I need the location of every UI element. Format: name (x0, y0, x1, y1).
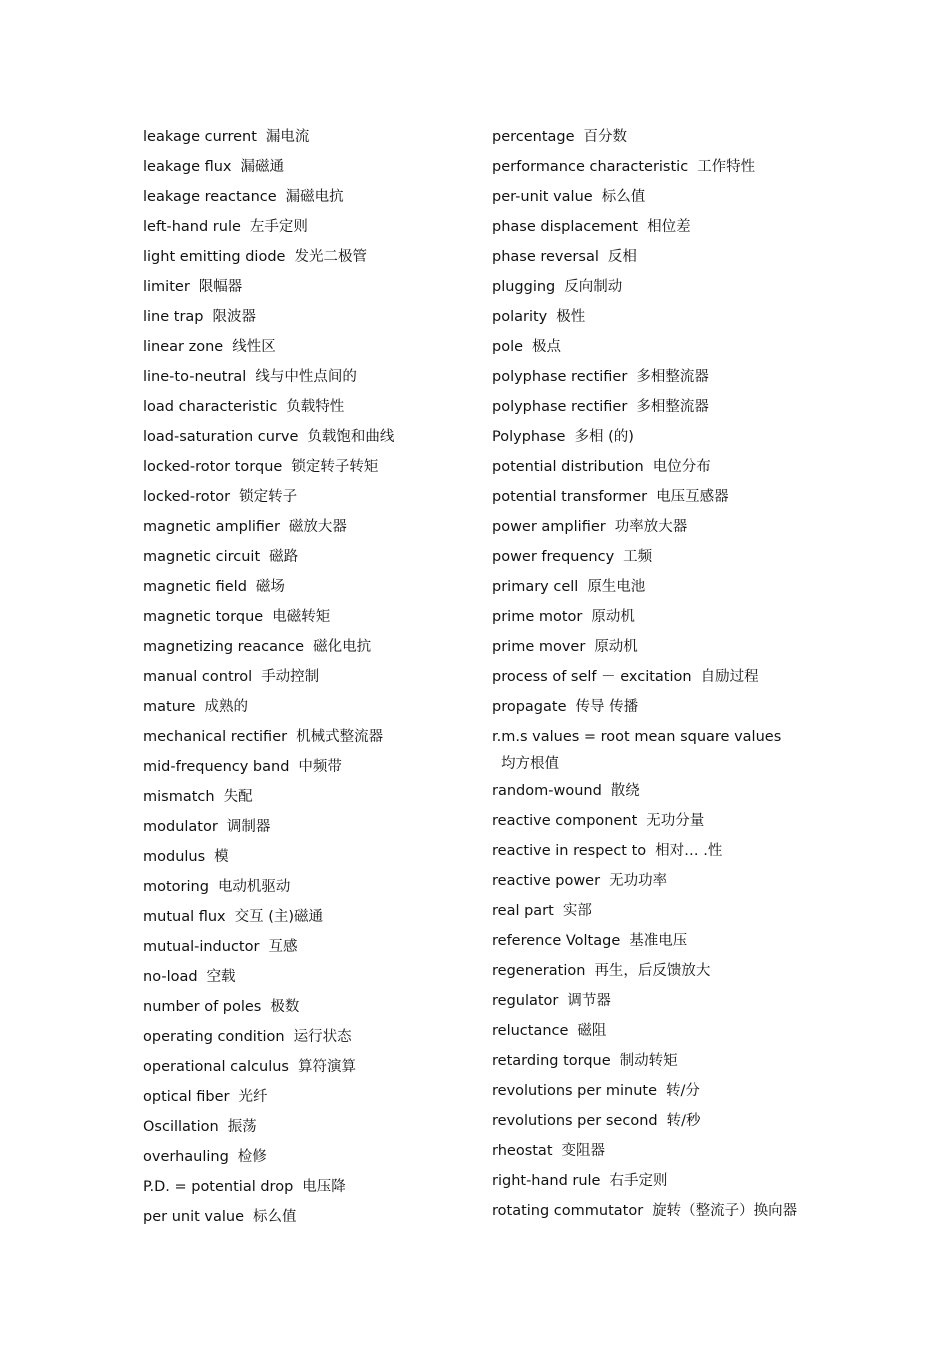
term-english: potential distribution (492, 459, 644, 475)
term-english: leakage current (143, 129, 257, 145)
term-chinese: 发光二极管 (294, 249, 367, 265)
glossary-entry (492, 838, 802, 868)
glossary-entry (492, 928, 802, 958)
term-chinese: 磁放大器 (288, 519, 347, 535)
term-english: magnetic torque (143, 609, 264, 625)
term-chinese: 均方根值 (501, 756, 559, 772)
glossary-entry (143, 694, 473, 724)
term-english: mature (143, 699, 196, 715)
term-english: r.m.s values = root mean square values (492, 729, 782, 745)
term-chinese: 负载饱和曲线 (307, 429, 395, 445)
glossary-entry (143, 364, 473, 394)
term-english: modulus (143, 849, 206, 865)
term-english: phase reversal (492, 249, 599, 265)
term-chinese: 左手定则 (249, 219, 308, 235)
term-english: phase displacement (492, 219, 639, 235)
glossary-entry (143, 814, 473, 844)
term-chinese: 原生电池 (587, 579, 646, 595)
term-english: real part (492, 903, 554, 919)
glossary-entry (143, 934, 473, 964)
term-english: potential transformer (492, 489, 648, 505)
term-english: P.D. = potential drop (143, 1179, 294, 1195)
glossary-entry (492, 1138, 802, 1168)
glossary-entry (492, 1168, 802, 1198)
term-chinese: 旋转（整流子）换向器 (652, 1203, 798, 1219)
term-english: propagate (492, 699, 567, 715)
glossary-entry (492, 1018, 802, 1048)
term-chinese: 相位差 (647, 219, 691, 235)
glossary-entry (492, 988, 802, 1018)
term-chinese: 实部 (562, 903, 592, 919)
term-english: regulator (492, 993, 559, 1009)
term-english: light emitting diode (143, 249, 286, 265)
term-chinese: 限幅器 (198, 279, 243, 295)
term-english: Polyphase (492, 429, 566, 445)
glossary-entry (143, 394, 473, 424)
term-chinese: 失配 (223, 789, 253, 805)
term-chinese: 原动机 (594, 639, 638, 655)
term-english: reactive power (492, 873, 601, 889)
glossary-entry (492, 484, 802, 514)
glossary-entry (492, 1048, 802, 1078)
term-chinese: 漏磁电抗 (285, 189, 344, 205)
term-chinese: 电磁转矩 (272, 609, 331, 625)
term-chinese: 互感 (268, 939, 298, 955)
term-chinese: 多相整流器 (636, 369, 709, 385)
term-chinese: 反向制动 (564, 279, 623, 295)
term-chinese: 散绕 (610, 783, 640, 799)
glossary-entry (143, 154, 473, 184)
glossary-entry (143, 1084, 473, 1114)
term-chinese: 磁化电抗 (313, 639, 372, 655)
term-chinese: 百分数 (583, 129, 628, 145)
term-chinese: 算符演算 (297, 1059, 356, 1075)
term-english: limiter (143, 279, 190, 295)
term-chinese: 调制器 (226, 819, 271, 835)
glossary-entry (143, 1054, 473, 1084)
glossary-entry (492, 694, 802, 724)
glossary-entry (143, 784, 473, 814)
term-chinese: 线性区 (232, 339, 276, 355)
term-english: motoring (143, 879, 209, 895)
glossary-entry (143, 514, 473, 544)
glossary-entry (143, 214, 473, 244)
term-english: magnetic amplifier (143, 519, 280, 535)
glossary-entry (492, 184, 802, 214)
term-english: prime mover (492, 639, 586, 655)
term-chinese: 检修 (237, 1149, 267, 1165)
term-chinese: 自励过程 (700, 669, 759, 685)
term-english: line-to-neutral (143, 369, 247, 385)
glossary-entry (143, 1204, 473, 1234)
glossary-entry (143, 874, 473, 904)
term-english: random-wound (492, 783, 602, 799)
term-chinese: 再生，后反馈放大 (594, 963, 711, 979)
glossary-entry (492, 1078, 802, 1108)
glossary-entry (143, 604, 473, 634)
term-english: Oscillation (143, 1119, 219, 1135)
glossary-entry (492, 868, 802, 898)
term-chinese: 模 (214, 849, 229, 865)
glossary-entry (492, 898, 802, 928)
glossary-entry (492, 304, 802, 334)
term-chinese: 电压降 (302, 1179, 346, 1195)
term-english: revolutions per minute (492, 1083, 658, 1099)
term-english: reluctance (492, 1023, 569, 1039)
term-english: mechanical rectifier (143, 729, 288, 745)
glossary-entry (143, 334, 473, 364)
glossary-entry (143, 454, 473, 484)
glossary-entry (143, 994, 473, 1024)
term-english: operating condition (143, 1029, 285, 1045)
term-chinese: 无功分量 (646, 813, 705, 829)
term-chinese: 标么值 (253, 1209, 297, 1225)
glossary-entry (492, 334, 802, 364)
term-english: revolutions per second (492, 1113, 658, 1129)
glossary-entry (143, 124, 473, 154)
glossary-entry (492, 1198, 802, 1228)
glossary-entry (492, 958, 802, 988)
glossary-entry (492, 574, 802, 604)
term-chinese: 锁定转子 (239, 489, 298, 505)
term-chinese: 工频 (623, 549, 653, 565)
glossary-entry (143, 304, 473, 334)
term-english: left-hand rule (143, 219, 241, 235)
term-chinese: 多相整流器 (636, 399, 709, 415)
term-english: linear zone (143, 339, 224, 355)
glossary-entry (492, 1108, 802, 1138)
glossary-entry (143, 574, 473, 604)
term-english: magnetic circuit (143, 549, 261, 565)
term-english: mutual flux (143, 909, 226, 925)
term-chinese: 锁定转子转矩 (291, 459, 379, 475)
term-english: modulator (143, 819, 218, 835)
glossary-entry (492, 634, 802, 664)
term-english: no-load (143, 969, 198, 985)
glossary-entry (492, 214, 802, 244)
term-chinese: 线与中性点间的 (255, 369, 357, 385)
glossary-entry (492, 394, 802, 424)
term-chinese: 交互 (主)磁通 (234, 909, 324, 925)
glossary-entry (143, 1174, 473, 1204)
term-english: performance characteristic (492, 159, 689, 175)
term-chinese: 成熟的 (204, 699, 248, 715)
term-english: percentage (492, 129, 575, 145)
glossary-entry (143, 634, 473, 664)
term-chinese: 极性 (556, 309, 586, 325)
glossary-entry (143, 544, 473, 574)
glossary-entry (492, 724, 802, 778)
term-english: leakage reactance (143, 189, 277, 205)
term-english: magnetizing reacance (143, 639, 305, 655)
term-chinese: 标么值 (601, 189, 646, 205)
term-chinese: 调节器 (567, 993, 611, 1009)
glossary-entry (492, 154, 802, 184)
term-english: reactive component (492, 813, 638, 829)
glossary-entry (492, 664, 802, 694)
left-column (143, 124, 473, 1234)
term-english: reactive in respect to (492, 843, 647, 859)
term-english: line trap (143, 309, 204, 325)
term-english: load-saturation curve (143, 429, 299, 445)
term-english: prime motor (492, 609, 583, 625)
term-english: mutual-inductor (143, 939, 260, 955)
term-english: regeneration (492, 963, 586, 979)
term-english: operational calculus (143, 1059, 289, 1075)
glossary-entry (492, 454, 802, 484)
term-chinese: 漏电流 (265, 129, 310, 145)
glossary-entry (143, 664, 473, 694)
glossary-entry (492, 808, 802, 838)
term-english: mismatch (143, 789, 215, 805)
term-chinese: 振荡 (227, 1119, 257, 1135)
glossary-entry (143, 274, 473, 304)
glossary-entry (143, 1144, 473, 1174)
term-chinese: 右手定则 (609, 1173, 668, 1189)
glossary-entry (492, 778, 802, 808)
glossary-entry (492, 124, 802, 154)
glossary-entry (143, 244, 473, 274)
term-chinese: 转/秒 (666, 1113, 701, 1129)
term-english: right-hand rule (492, 1173, 601, 1189)
term-chinese: 光纤 (238, 1089, 268, 1105)
term-english: polyphase rectifier (492, 369, 628, 385)
term-english: mid-frequency band (143, 759, 290, 775)
glossary-entry (143, 904, 473, 934)
term-chinese: 极点 (532, 339, 562, 355)
term-english: retarding torque (492, 1053, 611, 1069)
term-english: locked-rotor torque (143, 459, 283, 475)
glossary-entry (143, 184, 473, 214)
term-chinese: 原动机 (591, 609, 635, 625)
term-chinese: 制动转矩 (619, 1053, 678, 1069)
glossary-entry (492, 514, 802, 544)
term-english: polyphase rectifier (492, 399, 628, 415)
term-chinese: 电位分布 (652, 459, 711, 475)
term-english: process of self － excitation (492, 669, 692, 685)
glossary-entry (492, 604, 802, 634)
glossary-entry (143, 964, 473, 994)
glossary-entry (492, 424, 802, 454)
glossary-entry (492, 274, 802, 304)
term-chinese: 电动机驱动 (217, 879, 291, 895)
glossary-entry (492, 544, 802, 574)
term-english: per unit value (143, 1209, 245, 1225)
glossary-entry (143, 1114, 473, 1144)
term-english: overhauling (143, 1149, 229, 1165)
right-column (492, 124, 802, 1228)
term-english: power amplifier (492, 519, 606, 535)
term-chinese: 空载 (206, 969, 236, 985)
term-english: rotating commutator (492, 1203, 644, 1219)
term-chinese: 工作特性 (697, 159, 756, 175)
term-english: pole (492, 339, 524, 355)
term-chinese: 功率放大器 (614, 519, 688, 535)
term-english: load characteristic (143, 399, 278, 415)
term-chinese: 中频带 (298, 759, 342, 775)
glossary-entry (492, 364, 802, 394)
term-chinese: 无功功率 (609, 873, 668, 889)
term-english: per-unit value (492, 189, 593, 205)
term-chinese: 变阻器 (561, 1143, 605, 1159)
term-english: reference Voltage (492, 933, 621, 949)
term-chinese: 极数 (270, 999, 300, 1015)
term-english: manual control (143, 669, 253, 685)
term-chinese: 运行状态 (293, 1029, 352, 1045)
term-english: number of poles (143, 999, 262, 1015)
term-chinese: 多相 (的) (574, 429, 634, 445)
term-english: locked-rotor (143, 489, 231, 505)
term-english: leakage flux (143, 159, 232, 175)
term-chinese: 机械式整流器 (296, 729, 384, 745)
term-chinese: 磁场 (255, 579, 285, 595)
term-english: optical fiber (143, 1089, 230, 1105)
term-chinese: 基准电压 (629, 933, 688, 949)
term-chinese: 手动控制 (261, 669, 320, 685)
glossary-entry (143, 724, 473, 754)
term-chinese: 传导 传播 (575, 699, 639, 715)
glossary-entry (492, 244, 802, 274)
glossary-entry (143, 844, 473, 874)
term-chinese: 负载特性 (286, 399, 345, 415)
term-chinese: 磁阻 (577, 1023, 607, 1039)
glossary-entry (143, 1024, 473, 1054)
term-english: rheostat (492, 1143, 553, 1159)
glossary-entry (143, 484, 473, 514)
term-chinese: 反相 (607, 249, 637, 265)
term-chinese: 漏磁通 (240, 159, 285, 175)
term-chinese: 磁路 (269, 549, 299, 565)
glossary-entry (143, 424, 473, 454)
term-english: magnetic field (143, 579, 247, 595)
term-chinese: 限波器 (212, 309, 257, 325)
term-english: power frequency (492, 549, 615, 565)
term-english: primary cell (492, 579, 579, 595)
term-chinese: 相对… .性 (655, 843, 723, 859)
term-english: polarity (492, 309, 548, 325)
glossary-entry (143, 754, 473, 784)
term-chinese: 转/分 (666, 1083, 700, 1099)
term-chinese: 电压互感器 (656, 489, 729, 505)
term-english: plugging (492, 279, 556, 295)
